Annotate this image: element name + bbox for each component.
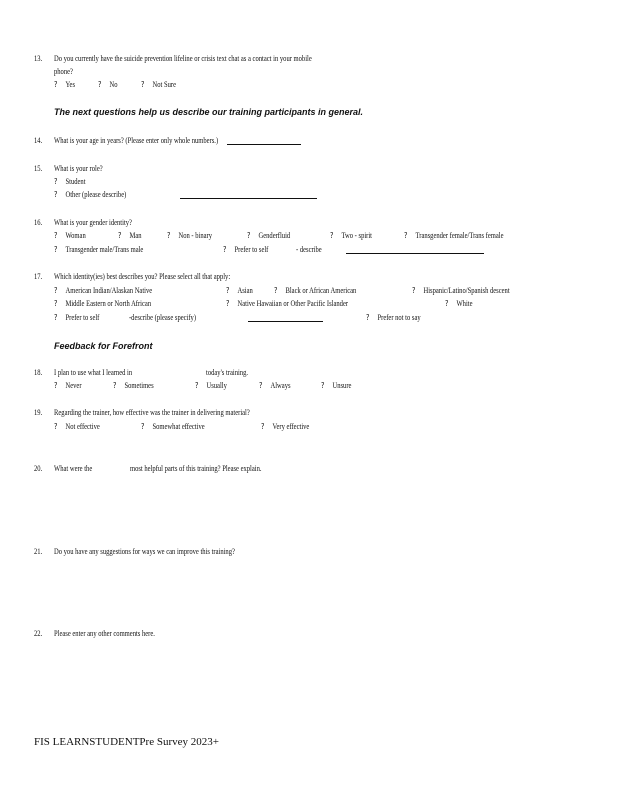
checkbox[interactable]: ? [195, 381, 199, 390]
option-label: Yes [65, 80, 76, 89]
option-label: Asian [237, 286, 253, 295]
question-number: 22. [34, 629, 43, 638]
option-woman[interactable] [54, 231, 86, 241]
checkbox[interactable]: ? [321, 381, 325, 390]
option-label: No [109, 80, 118, 89]
option-label: Native Hawaiian or Other Pacific Islander [237, 299, 349, 308]
option-hispanic[interactable] [412, 286, 510, 296]
checkbox[interactable]: ? [167, 231, 171, 240]
option-label: Transgender female/Trans female [415, 231, 504, 240]
question-text-cont: phone? [54, 67, 73, 76]
option-label: Always [270, 381, 291, 390]
section-heading: The next questions help us describe our training participants in general. [54, 107, 364, 117]
option-genderfluid[interactable] [247, 231, 290, 241]
option-label: White [456, 299, 473, 308]
option-label: Very effective [272, 422, 310, 431]
question-text: I plan to use what I learned in [54, 368, 133, 377]
option-label: Man [129, 231, 142, 240]
option-white[interactable] [445, 299, 473, 309]
checkbox[interactable]: ? [445, 299, 449, 308]
question-text: What is your gender identity? [54, 218, 132, 227]
option-asian[interactable] [226, 286, 253, 296]
option-black[interactable] [274, 286, 356, 296]
section-heading: Feedback for Forefront [54, 341, 153, 351]
option-trans-male[interactable] [54, 245, 143, 255]
checkbox[interactable]: ? [412, 286, 416, 295]
checkbox[interactable]: ? [98, 80, 102, 89]
question-number: 20. [34, 464, 43, 473]
checkbox[interactable]: ? [223, 245, 227, 254]
checkbox[interactable]: ? [54, 245, 58, 254]
option-label: Unsure [332, 381, 352, 390]
option-never[interactable] [54, 381, 82, 391]
option-other[interactable] [54, 190, 126, 200]
option-label: Never [65, 381, 82, 390]
checkbox[interactable]: ? [274, 286, 278, 295]
option-non-binary[interactable] [167, 231, 212, 241]
question-number: 19. [34, 408, 43, 417]
option-american-indian[interactable] [54, 286, 152, 296]
question-number: 21. [34, 547, 43, 556]
describe-label: -describe (please specify) [129, 313, 197, 322]
checkbox[interactable]: ? [54, 190, 58, 199]
option-label: Transgender male/Trans male [65, 245, 144, 254]
option-prefer-self-describe[interactable] [223, 245, 268, 255]
option-label: Not effective [65, 422, 100, 431]
option-label: Usually [206, 381, 227, 390]
question-text: What were the [54, 464, 93, 473]
option-not-effective[interactable] [54, 422, 100, 432]
option-label: Black or African American [285, 286, 357, 295]
option-prefer-self[interactable] [54, 313, 99, 323]
option-two-spirit[interactable] [330, 231, 372, 241]
checkbox[interactable]: ? [54, 231, 58, 240]
option-not-sure[interactable] [141, 80, 176, 90]
checkbox[interactable]: ? [366, 313, 370, 322]
checkbox[interactable]: ? [54, 80, 58, 89]
option-label: American Indian/Alaskan Native [65, 286, 153, 295]
option-label: Hispanic/Latino/Spanish descent [423, 286, 510, 295]
question-text: Please enter any other comments here. [54, 629, 155, 638]
option-label: Not Sure [152, 80, 176, 89]
question-number: 15. [34, 164, 43, 173]
question-text: Do you currently have the suicide prevention lifeline or crisis text chat as a contact in your mobile [54, 54, 312, 63]
question-text: What is your age in years? (Please enter only whole numbers.) [54, 136, 219, 145]
option-somewhat-effective[interactable] [141, 422, 205, 432]
option-man[interactable] [118, 231, 142, 241]
describe-label: - describe [296, 245, 322, 254]
question-text: What is your role? [54, 164, 103, 173]
option-usually[interactable] [195, 381, 227, 391]
option-very-effective[interactable] [261, 422, 309, 432]
question-text-cont: most helpful parts of this training? Please explain. [130, 464, 262, 473]
option-prefer-not-say[interactable] [366, 313, 421, 323]
checkbox[interactable]: ? [330, 231, 334, 240]
option-label: Sometimes [124, 381, 154, 390]
checkbox[interactable]: ? [54, 299, 58, 308]
option-label: Somewhat effective [152, 422, 205, 431]
question-number: 18. [34, 368, 43, 377]
age-input-line[interactable] [227, 144, 301, 145]
option-label: Other (please describe) [65, 190, 127, 199]
checkbox[interactable]: ? [54, 286, 58, 295]
option-unsure[interactable] [321, 381, 351, 391]
checkbox[interactable]: ? [226, 286, 230, 295]
checkbox[interactable]: ? [141, 422, 145, 431]
checkbox[interactable]: ? [404, 231, 408, 240]
option-native-hawaiian[interactable] [226, 299, 348, 309]
question-number: 13. [34, 54, 43, 63]
option-trans-female[interactable] [404, 231, 504, 241]
question-text: Which identity(ies) best describes you? Please select all that apply: [54, 272, 231, 281]
option-middle-eastern[interactable] [54, 299, 151, 309]
option-student[interactable] [54, 177, 86, 187]
checkbox[interactable]: ? [54, 313, 58, 322]
question-number: 16. [34, 218, 43, 227]
question-text: Regarding the trainer, how effective was the trainer in delivering material? [54, 408, 250, 417]
checkbox[interactable]: ? [247, 231, 251, 240]
option-label: Middle Eastern or North African [65, 299, 152, 308]
option-label: Woman [65, 231, 86, 240]
question-text: Do you have any suggestions for ways we can improve this training? [54, 547, 235, 556]
other-describe-line[interactable] [180, 198, 317, 199]
checkbox[interactable]: ? [118, 231, 122, 240]
question-number: 17. [34, 272, 43, 281]
option-label: Prefer to self [65, 313, 100, 322]
option-label: Two - spirit [341, 231, 372, 240]
option-label: Prefer not to say [377, 313, 421, 322]
specify-line[interactable] [248, 321, 323, 322]
option-label: Prefer to self [234, 245, 269, 254]
page-footer: FIS LEARNSTUDENTPre Survey 2023+ [34, 736, 219, 748]
option-always[interactable] [259, 381, 291, 391]
option-label: Genderfluid [258, 231, 291, 240]
checkbox[interactable]: ? [113, 381, 117, 390]
option-label: Student [65, 177, 86, 186]
self-describe-line[interactable] [346, 253, 484, 254]
checkbox[interactable]: ? [141, 80, 145, 89]
checkbox[interactable]: ? [54, 422, 58, 431]
checkbox[interactable]: ? [54, 177, 58, 186]
option-sometimes[interactable] [113, 381, 154, 391]
question-number: 14. [34, 136, 43, 145]
checkbox[interactable]: ? [261, 422, 265, 431]
option-yes[interactable] [54, 80, 75, 90]
question-text-cont: today's training. [206, 368, 248, 377]
checkbox[interactable]: ? [259, 381, 263, 390]
option-label: Non - binary [178, 231, 213, 240]
checkbox[interactable]: ? [54, 381, 58, 390]
option-no[interactable] [98, 80, 118, 90]
checkbox[interactable]: ? [226, 299, 230, 308]
